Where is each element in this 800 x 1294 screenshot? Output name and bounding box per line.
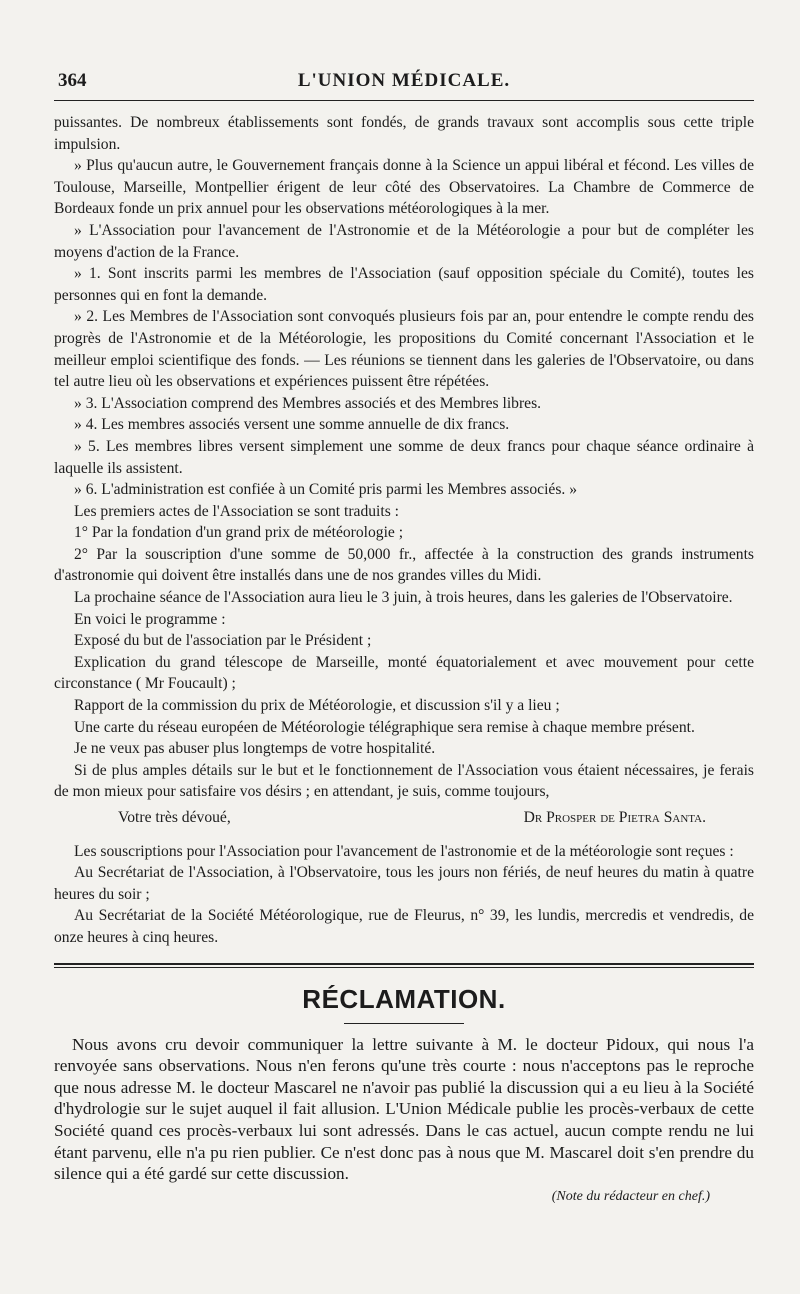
list-item: Explication du grand télescope de Marseille, monté équatorialement et avec mouvement pour cette circonstance ( Mr Foucault) ; [54,653,754,693]
paragraph: Nous avons cru devoir communiquer la lettre suivante à M. le docteur Pidoux, qui nous l'a renvoyée sans observations. Nous n'en ferons qu'une très courte : nous n'acceptons pas le reproche que nous adresse M. le docteur Mascarel ne n'avoir pas publié la discussion qui a eu lieu à la Société d'hydrologie sur le sujet auquel il fait allusion. L'Union Médicale publie les procès-verbaux de cette Société quand ces procès-verbaux lui sont adressés. Dans le cas actuel, aucun compte rendu ne lui étant parvenu, elle n'a pu rien publier. Ce n'est donc pas à nous que M. Mascarel doit s'en prendre du silence qui a été gardé sur cette discussion. [54,1034,754,1184]
paragraph: » 4. Les membres associés versent une somme annuelle de dix francs. [74,416,510,434]
signature-line [54,807,754,829]
subscription-paragraph: Au Secrétariat de l'Association, à l'Observatoire, tous les jours non fériés, de neuf heures du matin à quatre heures du soir ; [54,864,754,903]
running-title: L'UNION MÉDICALE. [297,70,511,91]
list-item: 1° Par la fondation d'un grand prix de météorologie ; [74,524,404,542]
list-item: Exposé du but de l'association par le Président ; [74,632,372,650]
paragraph: En voici le programme : [74,610,226,628]
closing: Votre très dévoué, [118,809,231,826]
subscription-paragraph: Au Secrétariat de la Société Météorologique, rue de Fleurus, n° 39, les lundis, mercredis et vendredis, de onze heures à cinq heures. [54,907,754,946]
subscription-paragraph: Les souscriptions pour l'Association pour l'avancement de l'astronomie et de la météorologie sont reçues : [74,842,734,860]
paragraph: Si de plus amples détails sur le but et le fonctionnement de l'Association vous étaient nécessaires, je ferais de mon mieux pour satisfaire vos désirs ; en attendant, je suis, comme toujours, [54,761,754,801]
page-header [54,58,754,91]
article-body [54,112,754,949]
paragraph: » 6. L'administration est confiée à un Comité pris parmi les Membres associés. » [74,481,577,499]
reclamation-body [54,1034,754,1185]
paragraph: » 5. Les membres libres versent simplement une somme de deux francs pour chaque séance ordinaire à laquelle ils assistent. [54,437,754,477]
paragraph: La prochaine séance de l'Association aura lieu le 3 juin, à trois heures, dans les galeries de l'Observatoire. [74,589,733,607]
editor-note: (Note du rédacteur en chef.) [551,1188,710,1204]
header-rule [54,100,754,101]
paragraph: » 1. Sont inscrits parmi les membres de l'Association (sauf opposition spéciale du Comité), toutes les personnes qui en font la demande. [54,265,754,304]
section-title: RÉCLAMATION. [302,983,506,1014]
paragraph: Les premiers actes de l'Association se sont traduits : [74,502,400,520]
paragraph: puissantes. De nombreux établissements sont fondés, de grands travaux sont accomplis sous cette triple impulsion. [54,114,754,153]
paragraph: » 3. L'Association comprend des Membres associés et des Membres libres. [74,394,542,412]
list-item: 2° Par la souscription d'une somme de 50,000 fr., affectée à la construction des grands instruments d'astronomie qui doivent être installés dans une de nos grandes villes du Midi. [54,545,754,585]
list-item: Rapport de la commission du prix de Météorologie, et discussion s'il y a lieu ; [74,697,560,715]
paragraph: » 2. Les Membres de l'Association sont convoqués plusieurs fois par an, pour entendre le compte rendu des progrès de l'Astronomie et de la Météorologie, les propositions du Comité concernant l'Association et le meilleur emploi scientifique des fonds. — Les réunions se tiennent dans les galeries de l'Observatoire, ou dans tel autre lieu où les observations et expériences puissent être répétées. [54,308,754,391]
author: Dr Prosper de Pietra Santa. [523,809,706,826]
page-number: 364 [58,70,87,91]
paragraph: Une carte du réseau européen de Météorologie télégraphique sera remise à chaque membre présent. [74,718,695,736]
paragraph: » L'Association pour l'avancement de l'Astronomie et de la Météorologie a pour but de compléter les moyens d'action de la France. [54,221,754,261]
section-divider [54,963,754,968]
paragraph: » Plus qu'aucun autre, le Gouvernement français donne à la Science un appui libéral et fécond. Les villes de Toulouse, Marseille, Montpellier érigent de leur côté des Observatoires. La Chambre de Commerce de Bordeaux fonde un prix annuel pour les observations météorologiques à la mer. [54,157,754,218]
title-underline [344,1023,464,1024]
paragraph: Je ne veux pas abuser plus longtemps de votre hospitalité. [74,740,436,758]
